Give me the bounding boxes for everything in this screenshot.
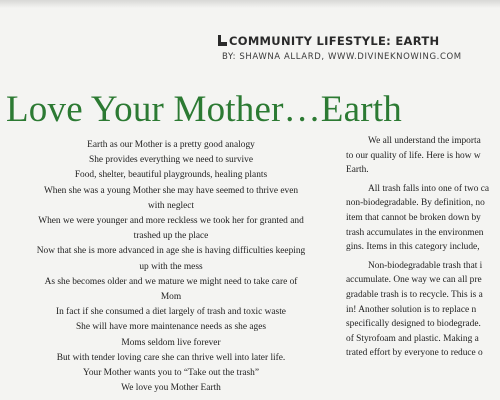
body-line: gradable trash is to recycle. This is a — [346, 289, 483, 300]
body-text-column — [346, 134, 500, 365]
section-marker-icon — [218, 35, 227, 46]
body-line: Non-biodegradable trash that i — [368, 260, 483, 271]
body-line: trated effort by everyone to reduce o — [346, 348, 483, 359]
body-line: to our quality of life. Here is how w — [346, 150, 481, 161]
poem-line: Earth as our Mother is a pretty good analogy — [87, 140, 255, 150]
body-line: of Styrofoam and plastic. Making a — [346, 333, 479, 344]
body-line: All trash falls into one of two ca — [368, 183, 490, 194]
poem-line: Mom — [160, 292, 182, 303]
byline: BY: SHAWNA ALLARD, WWW.DIVINEKNOWING.COM — [222, 52, 462, 62]
poem-line: Moms seldom live forever — [121, 337, 221, 348]
poem-line: with neglect — [147, 200, 195, 211]
poem-column — [14, 138, 328, 396]
body-line: Earth. — [346, 165, 369, 176]
article-header — [0, 0, 500, 80]
poem-line: But with tender loving care she can thrive well into later life. — [56, 352, 286, 363]
poem-line: up with the mess — [139, 261, 203, 272]
poem-line: trashed up the place — [133, 231, 209, 242]
poem-line: We love you Mother Earth — [121, 383, 221, 394]
section-label-text: COMMUNITY LIFESTYLE: EARTH — [229, 34, 440, 48]
body-line: in! Another solution is to replace n — [346, 304, 477, 315]
body-line: We all understand the importa — [368, 136, 481, 146]
section-label — [218, 34, 439, 48]
article-title: Love Your Mother…Earth — [6, 89, 402, 130]
body-line: accumulate. One way we can all pre — [346, 275, 482, 286]
poem-line: In fact if she consumed a diet largely of trash and toxic waste — [56, 307, 286, 318]
body-line: trash accumulates in the environmen — [346, 227, 484, 238]
body-paragraph — [346, 259, 500, 361]
poem-line: Food, shelter, beautiful playgrounds, healing plants — [74, 170, 268, 181]
poem-line: Now that she is more advanced in age she is having difficulties keeping — [36, 246, 306, 257]
body-line: item that cannot be broken down by — [346, 212, 481, 223]
poem-line: As she becomes older and we mature we might need to take care of — [44, 276, 298, 287]
poem-line: When she was a young Mother she may have seemed to thrive even — [43, 185, 299, 196]
body-paragraph — [346, 182, 500, 255]
poem-line: She provides everything we need to survive — [88, 155, 254, 166]
body-line: specifically designed to biodegrade. — [346, 319, 481, 330]
poem-line: When we were younger and more reckless we took her for granted and — [38, 216, 304, 227]
poem-line: Your Mother wants you to “Take out the trash” — [83, 368, 259, 379]
body-line: gins. Items in this category include, — [346, 242, 480, 253]
body-paragraph — [346, 134, 500, 178]
poem-line: She will have more maintenance needs as she ages — [75, 322, 267, 333]
body-line: non-biodegradable. By definition, no — [346, 198, 485, 209]
